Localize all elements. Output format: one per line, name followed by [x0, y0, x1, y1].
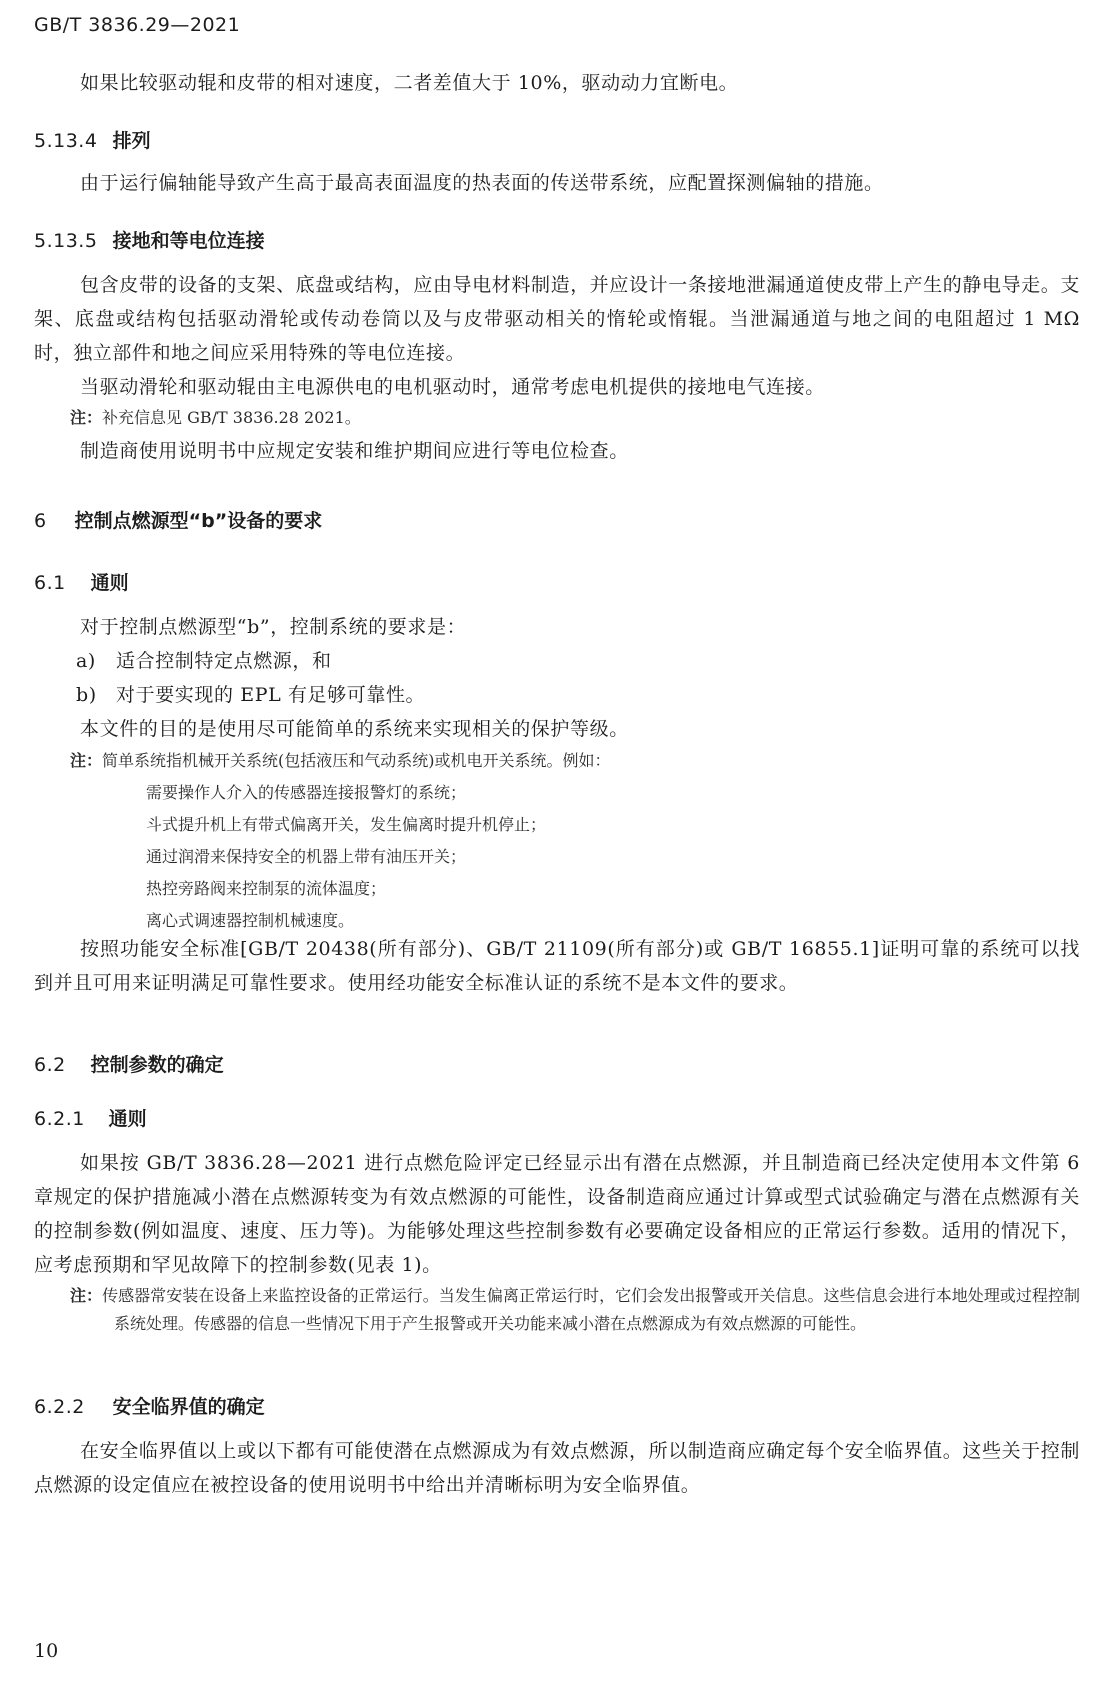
clause-heading-6-2-2	[34, 1392, 1080, 1419]
clause-heading-6	[34, 506, 1080, 533]
note-text: 补充信息见 GB/T 3836.28 2021。	[102, 408, 361, 427]
paragraph: 包含皮带的设备的支架、底盘或结构，应由导电材料制造，并应设计一条接地泄漏通道使皮带上产生的静电导走。支架、底盘或结构包括驱动滑轮或传动卷筒以及与皮带驱动相关的惰轮或惰辊。当泄漏通道与地之间的电阻超过 1 MΩ 时，独立部件和地之间应采用特殊的等电位连接。	[34, 274, 1080, 364]
clause-number: 6.2.1	[34, 1108, 85, 1130]
clause-number: 6	[34, 510, 47, 532]
note-label: 注：	[70, 1286, 103, 1305]
paragraph: 当驱动滑轮和驱动辊由主电源供电的电机驱动时，通常考虑电机提供的接地电气连接。	[80, 376, 825, 398]
list-item-a	[34, 644, 1080, 678]
note-label: 注：	[70, 408, 103, 427]
clause-heading-6-2	[34, 1050, 1080, 1077]
list-marker: a)	[76, 650, 96, 672]
clause-heading-6-2-1	[34, 1104, 1080, 1131]
paragraph: 如果按 GB/T 3836.28—2021 进行点燃危险评定已经显示出有潜在点燃源，并且制造商已经决定使用本文件第 6 章规定的保护措施减小潜在点燃源转变为有效点燃源的可能性，设备制造商应通过计算或型式试验确定与潜在点燃源有关的控制参数(例如温度、速度、压力等)。为能够处理这些控制参数有必要确定设备相应的正常运行参数。适用的情况下，应考虑预期和罕见故障下的控制参数(见表 1)。	[34, 1152, 1080, 1276]
list-item-b	[34, 678, 1080, 712]
note-example: 通过润滑来保持安全的机器上带有油压开关；	[146, 847, 467, 866]
note-example: 离心式调速器控制机械速度。	[146, 911, 355, 930]
clause-title: 接地和等电位连接	[112, 230, 265, 252]
clause-title: 控制参数的确定	[90, 1054, 224, 1076]
note	[34, 747, 1080, 774]
clause-heading-5-13-5	[34, 226, 1080, 253]
list-text: 对于要实现的 EPL 有足够可靠性。	[116, 684, 426, 706]
clause-heading-6-1	[34, 568, 1080, 595]
paragraph: 对于控制点燃源型“b”，控制系统的要求是：	[80, 616, 467, 638]
note-text: 传感器常安装在设备上来监控设备的正常运行。当发生偏离正常运行时，它们会发出报警或开关信息。这些信息会进行本地处理或过程控制系统处理。传感器的信息一些情况下用于产生报警或开关功能来减小潜在点燃源成为有效点燃源的可能性。	[102, 1286, 1080, 1333]
clause-number: 6.2.2	[34, 1396, 85, 1418]
clause-number: 6.1	[34, 572, 66, 594]
note-example: 需要操作人介入的传感器连接报警灯的系统；	[146, 783, 467, 802]
clause-title: 控制点燃源型“b”设备的要求	[74, 510, 323, 532]
note-example: 热控旁路阀来控制泵的流体温度；	[146, 879, 387, 898]
note	[34, 404, 1080, 431]
clause-title: 安全临界值的确定	[112, 1396, 265, 1418]
paragraph: 制造商使用说明书中应规定安装和维护期间应进行等电位检查。	[80, 440, 629, 462]
clause-number: 6.2	[34, 1054, 66, 1076]
paragraph: 由于运行偏轴能导致产生高于最高表面温度的热表面的传送带系统，应配置探测偏轴的措施。	[80, 172, 884, 194]
note-example: 斗式提升机上有带式偏离开关，发生偏离时提升机停止；	[146, 815, 547, 834]
note-text: 简单系统指机械开关系统(包括液压和气动系统)或机电开关系统。例如：	[102, 751, 611, 770]
page-number: 10	[34, 1640, 59, 1662]
paragraph: 按照功能安全标准[GB/T 20438(所有部分)、GB/T 21109(所有部分)或 GB/T 16855.1]证明可靠的系统可以找到并且可用来证明满足可靠性要求。使用经功能安全标准认证的系统不是本文件的要求。	[34, 938, 1080, 994]
paragraph: 本文件的目的是使用尽可能简单的系统来实现相关的保护等级。	[80, 718, 629, 740]
clause-number: 5.13.4	[34, 130, 98, 152]
clause-title: 通则	[108, 1108, 147, 1130]
list-text: 适合控制特定点燃源，和	[116, 650, 332, 672]
note	[34, 1282, 1080, 1338]
list-marker: b)	[76, 684, 97, 706]
document-page	[34, 0, 1080, 1685]
clause-title: 通则	[90, 572, 129, 594]
paragraph: 在安全临界值以上或以下都有可能使潜在点燃源成为有效点燃源，所以制造商应确定每个安全临界值。这些关于控制点燃源的设定值应在被控设备的使用说明书中给出并清晰标明为安全临界值。	[34, 1440, 1080, 1496]
paragraph: 如果比较驱动辊和皮带的相对速度，二者差值大于 10%，驱动动力宜断电。	[80, 72, 739, 94]
standard-number: GB/T 3836.29—2021	[34, 14, 241, 36]
note-label: 注：	[70, 751, 103, 770]
clause-number: 5.13.5	[34, 230, 98, 252]
clause-heading-5-13-4	[34, 126, 1080, 153]
clause-title: 排列	[112, 130, 151, 152]
